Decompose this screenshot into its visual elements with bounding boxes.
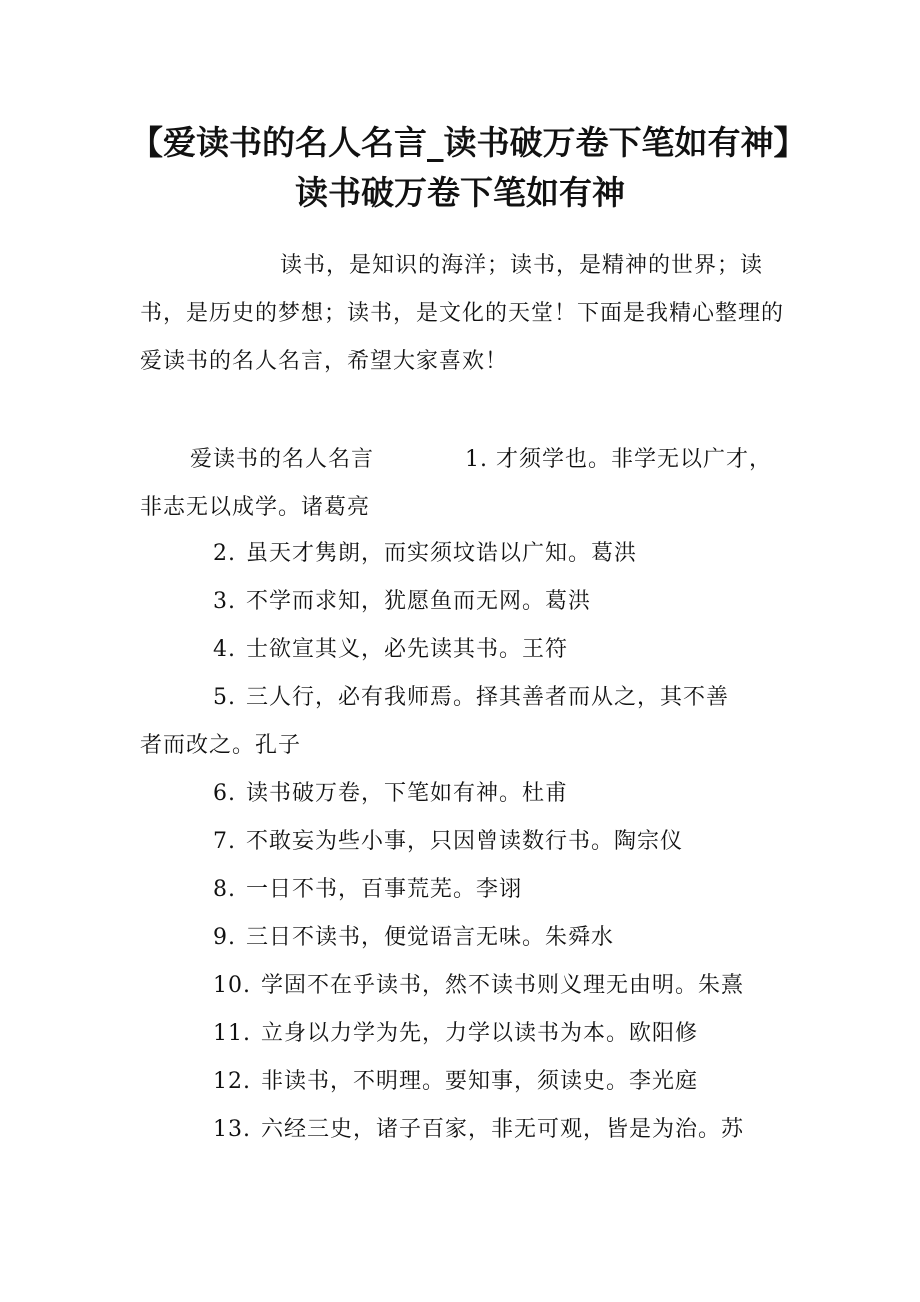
quote-line xyxy=(213,674,729,722)
quote-text: 读书破万卷，下笔如有神。杜甫 xyxy=(246,781,569,806)
quote-1-block xyxy=(140,436,790,532)
quote-text: 六经三史，诸子百家，非无可观，皆是为治。苏 xyxy=(261,1117,745,1142)
quote-line xyxy=(213,962,744,1010)
quote-continuation: 者而改之。孔子 xyxy=(140,733,302,758)
quote-number: 11. xyxy=(213,1021,251,1046)
quote-number: 2. xyxy=(213,541,236,566)
quote-text: 虽天才隽朗，而实须坟诰以广知。葛洪 xyxy=(246,541,638,566)
quote-1-number: 1. xyxy=(465,447,488,472)
quote-1-continuation: 非志无以成学。诸葛亮 xyxy=(140,495,371,520)
quote-text: 非读书，不明理。要知事，须读史。李光庭 xyxy=(261,1069,699,1094)
quote-number: 6. xyxy=(213,781,236,806)
quote-text: 三日不读书，便觉语言无味。朱舜水 xyxy=(246,925,615,950)
quote-text: 士欲宣其义，必先读其书。王符 xyxy=(246,637,569,662)
quote-number: 3. xyxy=(213,589,236,614)
quote-text: 立身以力学为先，力学以读书为本。欧阳修 xyxy=(261,1021,699,1046)
quote-text: 学固不在乎读书，然不读书则义理无由明。朱熹 xyxy=(261,973,745,998)
quote-line xyxy=(213,626,568,674)
quote-line xyxy=(213,770,568,818)
quote-text: 不敢妄为些小事，只因曾读数行书。陶宗仪 xyxy=(246,829,684,854)
quote-number: 7. xyxy=(213,829,236,854)
quote-line xyxy=(213,1010,698,1058)
section-label: 爱读书的名人名言 xyxy=(190,447,375,472)
quote-number: 5. xyxy=(213,685,236,710)
quote-number: 12. xyxy=(213,1069,251,1094)
quote-number: 13. xyxy=(213,1117,251,1142)
quote-line xyxy=(213,914,614,962)
quote-line xyxy=(213,530,637,578)
quote-text: 不学而求知，犹愿鱼而无网。葛洪 xyxy=(246,589,592,614)
quote-line xyxy=(213,866,522,914)
quote-number: 9. xyxy=(213,925,236,950)
quote-text: 三人行，必有我师焉。择其善者而从之，其不善 xyxy=(246,685,730,710)
document-title: 【爱读书的名人名言_读书破万卷下笔如有神】读书破万卷下笔如有神 xyxy=(130,123,790,212)
quote-text: 一日不书，百事荒芜。李诩 xyxy=(246,877,523,902)
quote-line xyxy=(213,1106,744,1154)
quote-number: 4. xyxy=(213,637,236,662)
intro-paragraph: 读书，是知识的海洋；读书，是精神的世界；读书，是历史的梦想；读书，是文化的天堂！下面是我精心整理的爱读书的名人名言，希望大家喜欢！ xyxy=(140,253,785,374)
quote-line xyxy=(213,1058,698,1106)
quote-line xyxy=(213,578,591,626)
quote-number: 8. xyxy=(213,877,236,902)
quote-line xyxy=(213,818,683,866)
quote-number: 10. xyxy=(213,973,251,998)
quote-1-text: 才须学也。非学无以广才， xyxy=(496,447,773,472)
